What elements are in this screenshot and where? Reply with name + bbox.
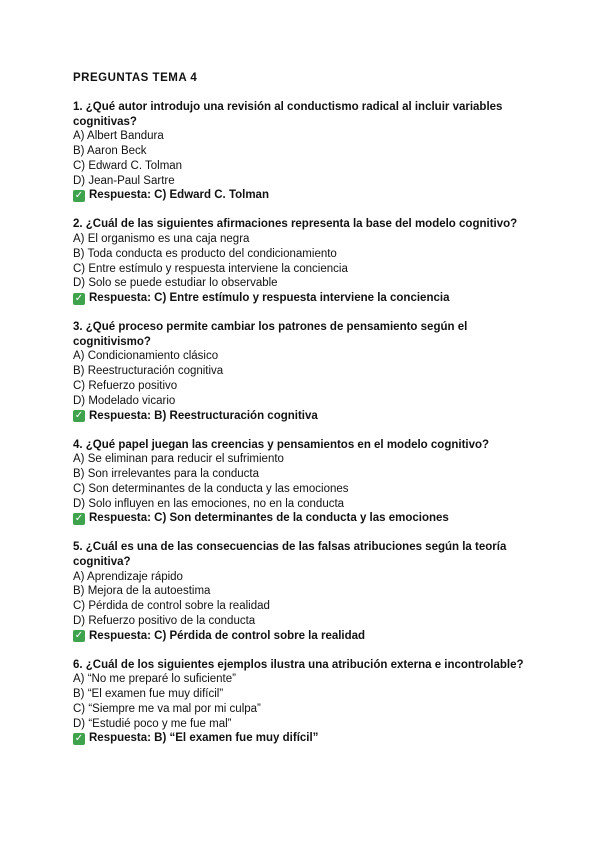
answer-option: D) Jean-Paul Sartre: [73, 174, 175, 187]
correct-answer: [73, 511, 543, 526]
question-block: [73, 320, 543, 423]
correct-answer-text: Respuesta: C) Son determinantes de la conducta y las emociones: [89, 512, 449, 525]
check-mark-icon: ✓: [74, 630, 84, 642]
answer-option: C) Son determinantes de la conducta y las emociones: [73, 482, 349, 495]
correct-answer: [73, 629, 543, 644]
answer-option: D) Refuerzo positivo de la conducta: [73, 614, 256, 627]
correct-answer: [73, 188, 543, 203]
question-text: 5. ¿Cuál es una de las consecuencias de las falsas atribuciones según la teoría cognitiva?: [73, 541, 507, 568]
question-text: 6. ¿Cuál de los siguientes ejemplos ilustra una atribución externa e incontrolable?: [73, 658, 524, 671]
question-list: [73, 100, 543, 746]
answer-option: A) Condicionamiento clásico: [73, 350, 219, 363]
check-mark-icon: ✓: [74, 292, 84, 304]
answer-option: C) Refuerzo positivo: [73, 379, 178, 392]
answer-option: B) Son irrelevantes para la conducta: [73, 467, 260, 480]
document-content: [73, 71, 543, 760]
answer-option: D) “Estudié poco y me fue mal”: [73, 717, 232, 730]
answer-option: A) Albert Bandura: [73, 130, 164, 143]
check-mark-icon: ✓: [74, 732, 84, 744]
correct-answer-text: Respuesta: B) Reestructuración cognitiva: [89, 409, 318, 422]
answer-option: B) Mejora de la autoestima: [73, 585, 211, 598]
check-mark-icon: ✓: [74, 410, 84, 422]
correct-answer: [73, 731, 543, 746]
correct-answer-text: Respuesta: C) Edward C. Tolman: [89, 189, 269, 202]
check-mark-icon: ✓: [74, 189, 84, 201]
question-text: 2. ¿Cuál de las siguientes afirmaciones representa la base del modelo cognitivo?: [73, 218, 518, 231]
answer-option: C) Edward C. Tolman: [73, 159, 183, 172]
answer-option: A) “No me preparé lo suficiente”: [73, 673, 236, 686]
correct-answer: [73, 291, 543, 306]
answer-option: B) Reestructuración cognitiva: [73, 365, 224, 378]
answer-option: D) Solo se puede estudiar lo observable: [73, 277, 278, 290]
check-mark-icon: ✓: [74, 512, 84, 524]
question-block: [73, 438, 543, 527]
answer-option: C) “Siempre me va mal por mi culpa”: [73, 702, 261, 715]
answer-option: B) “El examen fue muy difícil”: [73, 688, 224, 701]
question-block: [73, 217, 543, 306]
correct-answer-text: Respuesta: C) Entre estímulo y respuesta interviene la conciencia: [89, 292, 450, 305]
correct-answer: [73, 409, 543, 424]
question-block: [73, 540, 543, 643]
answer-option: B) Aaron Beck: [73, 144, 147, 157]
correct-answer-text: Respuesta: B) “El examen fue muy difícil”: [89, 732, 319, 745]
answer-option: A) El organismo es una caja negra: [73, 232, 250, 245]
question-text: 4. ¿Qué papel juegan las creencias y pensamientos en el modelo cognitivo?: [73, 438, 490, 451]
question-block: [73, 100, 543, 203]
document-title: PREGUNTAS TEMA 4: [73, 72, 198, 84]
answer-option: C) Entre estímulo y respuesta interviene la conciencia: [73, 262, 348, 275]
question-text: 1. ¿Qué autor introdujo una revisión al conductismo radical al incluir variables cognitivas?: [73, 101, 503, 128]
answer-option: A) Aprendizaje rápido: [73, 570, 183, 583]
answer-option: D) Solo influyen en las emociones, no en la conducta: [73, 497, 345, 510]
answer-option: B) Toda conducta es producto del condicionamiento: [73, 247, 337, 260]
answer-option: A) Se eliminan para reducir el sufrimiento: [73, 453, 284, 466]
answer-option: C) Pérdida de control sobre la realidad: [73, 600, 270, 613]
answer-option: D) Modelado vicario: [73, 394, 176, 407]
correct-answer-text: Respuesta: C) Pérdida de control sobre la realidad: [89, 629, 366, 642]
question-text: 3. ¿Qué proceso permite cambiar los patrones de pensamiento según el cognitivismo?: [73, 321, 468, 348]
question-block: [73, 658, 543, 747]
